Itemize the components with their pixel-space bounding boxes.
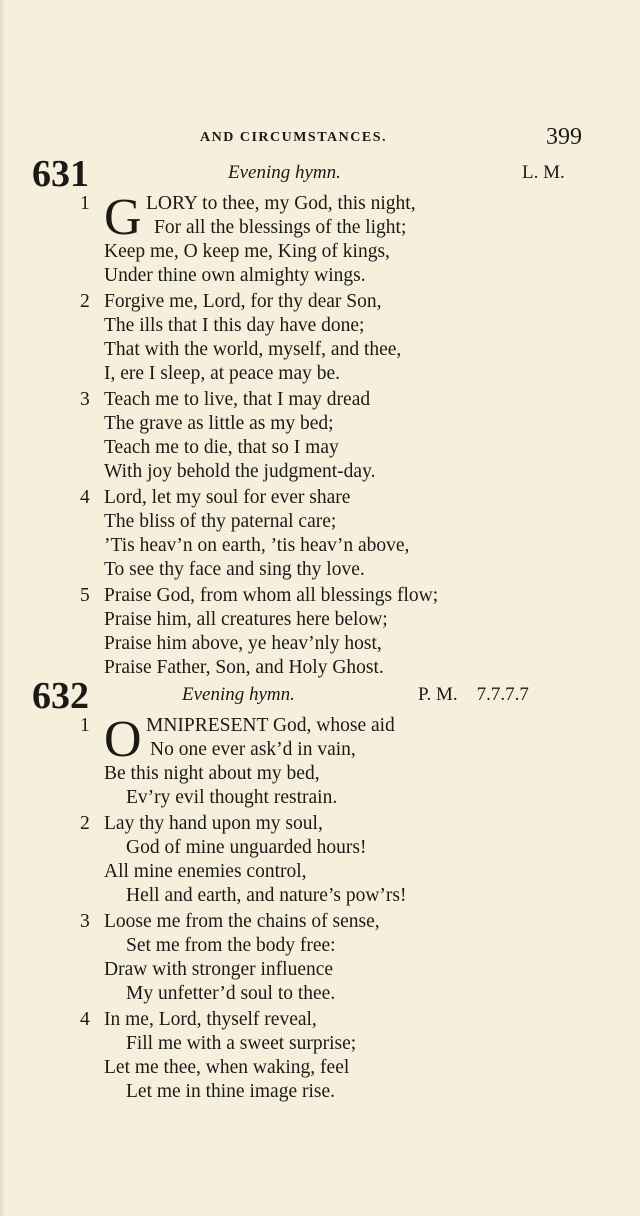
verse-line (0, 486, 640, 510)
verse-line (0, 290, 640, 314)
verse-line (0, 558, 640, 582)
verse-line (0, 264, 640, 288)
stanza-number: 3 (80, 911, 90, 932)
drop-cap: O (104, 711, 142, 768)
stanza-number: 1 (80, 715, 90, 736)
line-text: Set me from the body free: (126, 935, 336, 956)
line-text: Be this night about my bed, (104, 763, 320, 784)
stanza-number: 1 (80, 193, 90, 214)
hymn-title: Evening hymn. (182, 684, 295, 705)
line-text: God of mine unguarded hours! (126, 837, 367, 858)
verse-line (0, 762, 640, 786)
verse-line (0, 510, 640, 534)
verse-line (0, 460, 640, 484)
stanza-number: 4 (80, 487, 90, 508)
verse-line (0, 338, 640, 362)
stanza-number: 2 (80, 291, 90, 312)
verse-line (0, 738, 640, 762)
verse-line (0, 608, 640, 632)
line-text: Loose me from the chains of sense, (104, 911, 380, 932)
line-text: I, ere I sleep, at peace may be. (104, 363, 341, 384)
verse-line (0, 934, 640, 958)
line-text: In me, Lord, thyself reveal, (104, 1009, 317, 1030)
line-text: With joy behold the judgment-day. (104, 461, 376, 482)
hymn-title: Evening hymn. (228, 162, 341, 183)
stanza (0, 1008, 640, 1104)
line-text: Under thine own almighty wings. (104, 265, 366, 286)
line-text: All mine enemies control, (104, 861, 307, 882)
line-text: Keep me, O keep me, King of kings, (104, 241, 390, 262)
hymn-632 (0, 675, 640, 1106)
line-text: Let me thee, when waking, feel (104, 1057, 350, 1078)
line-text: Let me in thine image rise. (126, 1081, 336, 1102)
line-text: The ills that I this day have done; (104, 315, 365, 336)
verse-line (0, 884, 640, 908)
line-text: To see thy face and sing thy love. (104, 559, 365, 580)
line-text: Teach me to die, that so I may (104, 437, 339, 458)
stanza (0, 711, 640, 810)
verse-line (0, 192, 640, 216)
verse-line (0, 412, 640, 436)
line-text: The grave as little as my bed; (104, 413, 334, 434)
verse-line (0, 910, 640, 934)
hymn-header (0, 153, 640, 195)
verse-line (0, 1032, 640, 1056)
line-text: Forgive me, Lord, for thy dear Son, (104, 291, 382, 312)
hymn-meter: L. M. (522, 162, 565, 183)
line-text: Teach me to live, that I may dread (104, 389, 371, 410)
line-text: That with the world, myself, and thee, (104, 339, 402, 360)
verse-line (0, 1080, 640, 1104)
stanza-number: 4 (80, 1009, 90, 1030)
line-text: My unfetter’d soul to thee. (126, 983, 336, 1004)
line-text: Lay thy hand upon my soul, (104, 813, 323, 834)
verse-line (0, 388, 640, 412)
verse-line (0, 786, 640, 810)
line-text: Draw with stronger influence (104, 959, 334, 980)
verse-line (0, 584, 640, 608)
hymn-meter: P. M. 7.7.7.7 (418, 684, 529, 705)
stanza-number: 3 (80, 389, 90, 410)
stanza (0, 486, 640, 582)
line-text: MNIPRESENT God, whose aid (146, 715, 395, 736)
line-text: Praise him above, ye heav’nly host, (104, 633, 382, 654)
stanza (0, 910, 640, 1006)
stanza-number: 2 (80, 813, 90, 834)
line-text: Praise Father, Son, and Holy Ghost. (104, 657, 384, 678)
verse-line (0, 314, 640, 338)
verse-line (0, 632, 640, 656)
line-text: Fill me with a sweet surprise; (126, 1033, 357, 1054)
running-head (0, 124, 640, 154)
hymn-number: 632 (32, 675, 89, 717)
line-text: The bliss of thy paternal care; (104, 511, 337, 532)
line-text: LORY to thee, my God, this night, (146, 193, 416, 214)
stanza (0, 189, 640, 288)
verse-line (0, 362, 640, 386)
verse-line (0, 216, 640, 240)
verse-line (0, 714, 640, 738)
line-text: Praise God, from whom all blessings flow; (104, 585, 439, 606)
verse-line (0, 240, 640, 264)
stanza (0, 388, 640, 484)
stanza (0, 812, 640, 908)
verse-line (0, 836, 640, 860)
drop-cap: G (104, 189, 142, 246)
verse-line (0, 958, 640, 982)
stanza-number: 5 (80, 585, 90, 606)
line-text: Hell and earth, and nature’s pow’rs! (126, 885, 407, 906)
stanza (0, 584, 640, 680)
line-text: For all the blessings of the light; (154, 217, 407, 238)
line-text: Ev’ry evil thought restrain. (126, 787, 338, 808)
verse-line (0, 656, 640, 680)
running-title: AND CIRCUMSTANCES. (200, 130, 387, 145)
verse-line (0, 860, 640, 884)
stanza (0, 290, 640, 386)
hymn-631 (0, 153, 640, 682)
line-text: No one ever ask’d in vain, (150, 739, 356, 760)
hymn-header (0, 675, 640, 717)
hymn-number: 631 (32, 153, 89, 195)
verse-line (0, 534, 640, 558)
verse-line (0, 1008, 640, 1032)
line-text: Lord, let my soul for ever share (104, 487, 351, 508)
line-text: ’Tis heav’n on earth, ’tis heav’n above, (104, 535, 410, 556)
verse-line (0, 1056, 640, 1080)
verse-line (0, 436, 640, 460)
page-number: 399 (546, 124, 582, 150)
verse-line (0, 812, 640, 836)
line-text: Praise him, all creatures here below; (104, 609, 388, 630)
verse-line (0, 982, 640, 1006)
